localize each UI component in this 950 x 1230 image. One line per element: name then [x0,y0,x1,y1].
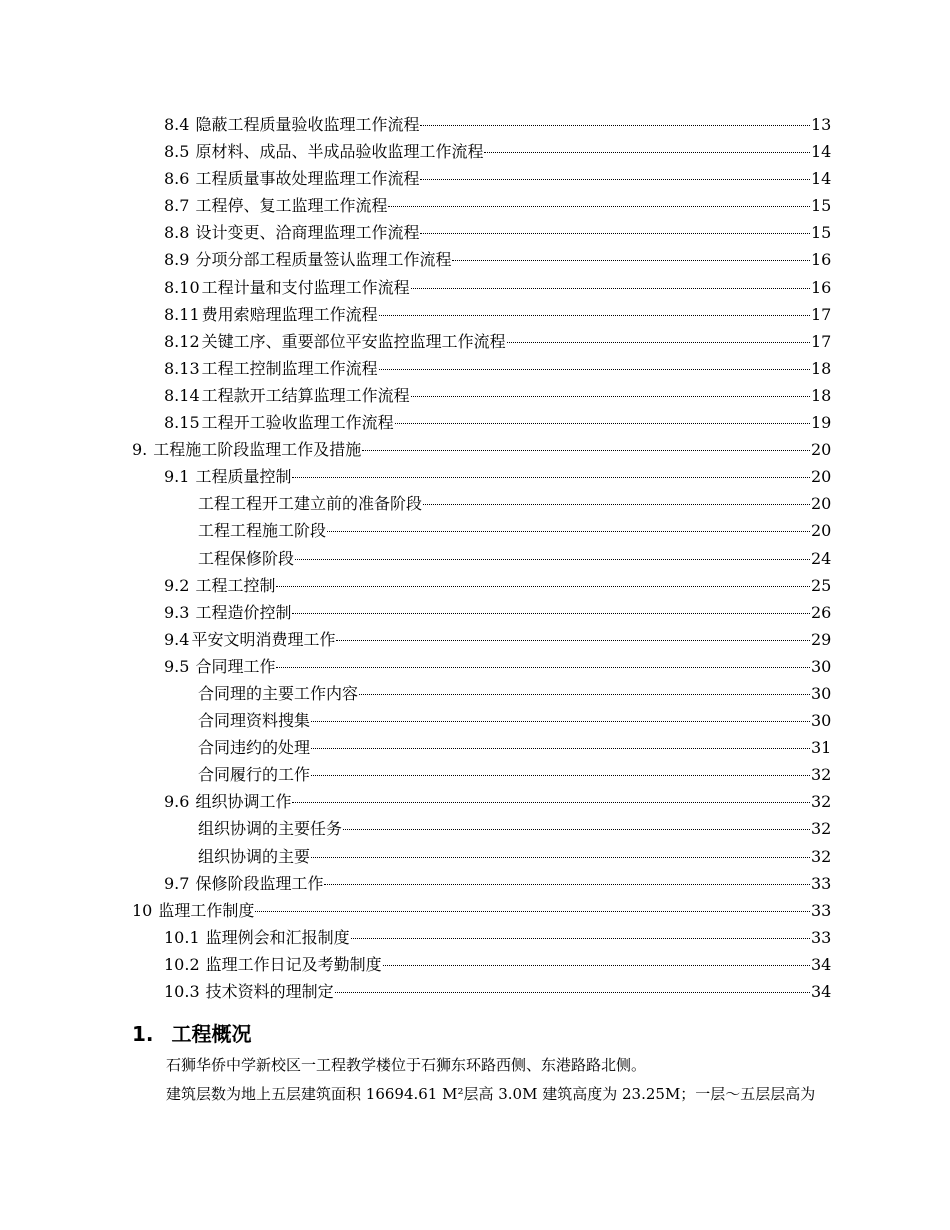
toc-entry-title: 工程质量事故处理监理工作流程 [195,169,420,189]
toc-dot-leader [420,125,810,126]
toc-entry-number: 9.1 [164,467,190,487]
toc-page-number: 17 [811,331,832,351]
toc-entry-number: 9.4 [164,629,190,649]
toc-entry-label [164,138,483,165]
toc-entry-number: 9.6 [164,792,190,812]
toc-entry-label [164,219,419,246]
toc-entry-label [164,111,419,138]
toc-entry-title: 组织协调的主要任务 [198,819,343,839]
toc-entry-label [164,301,378,328]
toc-entry-label [164,165,419,192]
toc-entry[interactable] [0,924,950,951]
toc-entry-label [164,382,410,409]
toc-entry-label [198,707,310,734]
toc-page-number: 32 [811,792,832,812]
toc-dot-leader [335,992,810,993]
toc-entry-number: 10.1 [164,927,200,947]
toc-entry-title: 工程工程施工阶段 [198,521,327,541]
toc-entry[interactable] [0,788,950,815]
toc-entry[interactable] [0,436,950,463]
toc-dot-leader [336,640,810,641]
toc-entry-title: 工程停、复工监理工作流程 [195,196,388,216]
toc-page-number: 18 [811,358,832,378]
toc-entry[interactable] [0,843,950,870]
toc-entry[interactable] [0,680,950,707]
toc-page-number: 20 [811,521,832,541]
toc-entry-title: 组织协调的主要 [198,846,311,866]
toc-entry-title: 费用索赔理监理工作流程 [201,304,378,324]
toc-entry[interactable] [0,599,950,626]
toc-page-number: 33 [811,927,832,947]
toc-page-number: 32 [811,819,832,839]
toc-entry[interactable] [0,490,950,517]
toc-dot-leader [292,477,810,478]
section-number: 1. [132,1022,154,1046]
toc-entry[interactable] [0,897,950,924]
toc-page-number: 26 [811,602,832,622]
toc-entry-label [164,924,350,951]
toc-entry[interactable] [0,165,950,192]
toc-entry[interactable] [0,328,950,355]
toc-entry[interactable] [0,761,950,788]
toc-page-number: 30 [811,683,832,703]
toc-entry[interactable] [0,626,950,653]
toc-dot-leader [362,450,810,451]
toc-page-number: 14 [811,169,832,189]
toc-dot-leader [276,667,810,668]
toc-entry-title: 工程造价控制 [195,602,292,622]
toc-dot-leader [388,206,810,207]
toc-dot-leader [359,694,810,695]
toc-entry-number: 8.13 [164,358,200,378]
toc-entry[interactable] [0,815,950,842]
table-of-contents [0,111,950,1005]
toc-entry-title: 工程质量控制 [195,467,292,487]
toc-entry[interactable] [0,274,950,301]
toc-entry-label [198,680,358,707]
toc-entry-label [164,599,291,626]
toc-entry[interactable] [0,951,950,978]
toc-entry-number: 9. [132,440,148,460]
toc-entry-label [198,517,326,544]
toc-entry-title: 合同理资料搜集 [198,711,311,731]
toc-entry[interactable] [0,463,950,490]
toc-entry[interactable] [0,219,950,246]
toc-entry-label [164,192,387,219]
toc-dot-leader [484,152,810,153]
toc-entry-number: 9.2 [164,575,190,595]
toc-entry-title: 合同履行的工作 [198,765,311,785]
toc-entry-label [164,951,382,978]
toc-entry-title: 监理工作日记及考勤制度 [205,954,382,974]
toc-dot-leader [311,748,810,749]
toc-page-number: 17 [811,304,832,324]
toc-entry[interactable] [0,382,950,409]
paragraph: 石狮华侨中学新校区一工程教学楼位于石狮东环路西侧、东港路路北侧。 [166,1056,647,1074]
toc-entry-title: 关键工序、重要部位平安监控监理工作流程 [201,331,506,351]
toc-entry-number: 8.5 [164,142,190,162]
toc-dot-leader [311,857,810,858]
toc-entry-label [164,572,275,599]
toc-dot-leader [327,531,810,532]
toc-page-number: 32 [811,846,832,866]
toc-entry-number: 8.12 [164,331,200,351]
toc-entry-title: 工程工控制 [195,575,276,595]
toc-entry-number: 9.7 [164,873,190,893]
toc-entry-number: 8.9 [164,250,190,270]
toc-entry-label [164,653,275,680]
toc-page-number: 29 [811,629,832,649]
toc-entry-number: 8.15 [164,413,200,433]
toc-entry-number: 8.7 [164,196,190,216]
toc-entry-label [198,545,294,572]
toc-page-number: 16 [811,277,832,297]
toc-page-number: 18 [811,385,832,405]
toc-entry-title: 技术资料的理制定 [205,982,334,1001]
toc-entry-label [164,409,394,436]
toc-entry[interactable] [0,707,950,734]
toc-dot-leader [420,233,810,234]
paragraph: 建筑层数为地上五层建筑面积 16694.61 M²层高 3.0M 建筑高度为 23.25M；一层～五层层高为 [166,1085,816,1103]
toc-entry-label [198,761,310,788]
toc-entry[interactable] [0,409,950,436]
toc-entry-number: 8.10 [164,277,200,297]
toc-entry-title: 合同理工作 [195,656,276,676]
toc-dot-leader [452,260,810,261]
toc-dot-leader [411,288,810,289]
toc-page-number: 16 [811,250,832,270]
toc-entry[interactable] [0,246,950,273]
toc-entry-number: 10 [132,900,153,920]
toc-dot-leader [383,965,810,966]
toc-entry-label [164,978,334,1005]
toc-entry-title: 监理工作制度 [158,900,255,920]
toc-dot-leader [395,423,810,424]
toc-dot-leader [292,613,810,614]
toc-page-number: 32 [811,765,832,785]
toc-entry[interactable] [0,355,950,382]
toc-entry-title: 监理例会和汇报制度 [205,927,350,947]
toc-entry-title: 工程工程开工建立前的准备阶段 [198,494,423,514]
toc-page-number: 30 [811,711,832,731]
toc-entry-number: 10.2 [164,954,200,974]
toc-entry[interactable] [0,545,950,572]
toc-entry-title: 原材料、成品、半成品验收监理工作流程 [195,142,484,162]
toc-dot-leader [351,938,810,939]
toc-entry-title: 合同违约的处理 [198,738,311,758]
toc-entry-title: 工程工控制监理工作流程 [201,358,378,378]
section-title: 工程概况 [171,1022,252,1046]
toc-page-number: 34 [811,982,832,1001]
toc-dot-leader [379,315,810,316]
toc-entry[interactable] [0,870,950,897]
toc-page-number: 33 [811,873,832,893]
toc-entry-number: 10.3 [164,982,200,1001]
toc-page-number: 13 [811,115,832,134]
toc-entry-label [164,788,291,815]
toc-dot-leader [420,179,810,180]
toc-dot-leader [295,559,810,560]
toc-entry-title: 工程施工阶段监理工作及措施 [153,440,362,460]
toc-page-number: 15 [811,196,832,216]
toc-dot-leader [311,721,810,722]
toc-entry-title: 平安文明消费理工作 [191,629,336,649]
toc-entry-number: 9.5 [164,656,190,676]
toc-dot-leader [423,504,810,505]
toc-dot-leader [311,775,810,776]
toc-entry-label [132,897,254,924]
toc-entry-label [164,355,378,382]
toc-page-number: 15 [811,223,832,243]
toc-entry[interactable] [0,517,950,544]
toc-dot-leader [411,396,810,397]
toc-entry[interactable] [0,111,950,138]
toc-page-number: 33 [811,900,832,920]
toc-dot-leader [276,586,810,587]
toc-entry-number: 8.11 [164,304,200,324]
toc-entry[interactable] [0,572,950,599]
toc-entry-title: 工程计量和支付监理工作流程 [201,277,410,297]
toc-entry[interactable] [0,653,950,680]
toc-entry-label [198,843,310,870]
toc-entry-label [164,870,323,897]
toc-entry-number: 8.14 [164,385,200,405]
toc-page-number: 25 [811,575,832,595]
toc-entry-label [164,328,506,355]
toc-entry-number: 8.8 [164,223,190,243]
toc-entry-label [198,490,422,517]
toc-entry[interactable] [0,192,950,219]
toc-dot-leader [343,829,810,830]
toc-page-number: 20 [811,467,832,487]
toc-entry-title: 工程保修阶段 [198,548,295,568]
toc-entry-label [198,815,342,842]
toc-dot-leader [507,342,810,343]
toc-entry-number: 9.3 [164,602,190,622]
section-heading [132,1018,252,1047]
toc-entry[interactable] [0,978,950,1005]
toc-entry-title: 保修阶段监理工作 [195,873,324,893]
toc-entry-number: 8.6 [164,169,190,189]
toc-dot-leader [324,884,810,885]
toc-dot-leader [379,369,810,370]
toc-page-number: 30 [811,656,832,676]
toc-page-number: 34 [811,954,832,974]
toc-page-number: 19 [811,413,832,433]
toc-entry-title: 设计变更、洽商理监理工作流程 [195,223,420,243]
toc-entry-label [164,246,451,273]
toc-page-number: 20 [811,494,832,514]
toc-entry[interactable] [0,734,950,761]
toc-entry-number: 8.4 [164,115,190,134]
toc-entry-label [164,626,335,653]
toc-entry-title: 分项分部工程质量签认监理工作流程 [195,250,452,270]
toc-entry-label [164,274,410,301]
toc-entry[interactable] [0,138,950,165]
toc-entry-title: 工程款开工结算监理工作流程 [201,385,410,405]
toc-page-number: 24 [811,548,832,568]
toc-dot-leader [292,802,810,803]
toc-entry-title: 工程开工验收监理工作流程 [201,413,394,433]
toc-entry-title: 隐蔽工程质量验收监理工作流程 [195,115,420,134]
toc-entry-label [198,734,310,761]
toc-entry-title: 组织协调工作 [195,792,292,812]
toc-entry-title: 合同理的主要工作内容 [198,683,359,703]
toc-entry-label [164,463,291,490]
toc-entry[interactable] [0,301,950,328]
toc-page-number: 20 [811,440,832,460]
toc-entry-label [132,436,361,463]
toc-dot-leader [255,911,810,912]
toc-page-number: 31 [811,738,832,758]
toc-page-number: 14 [811,142,832,162]
